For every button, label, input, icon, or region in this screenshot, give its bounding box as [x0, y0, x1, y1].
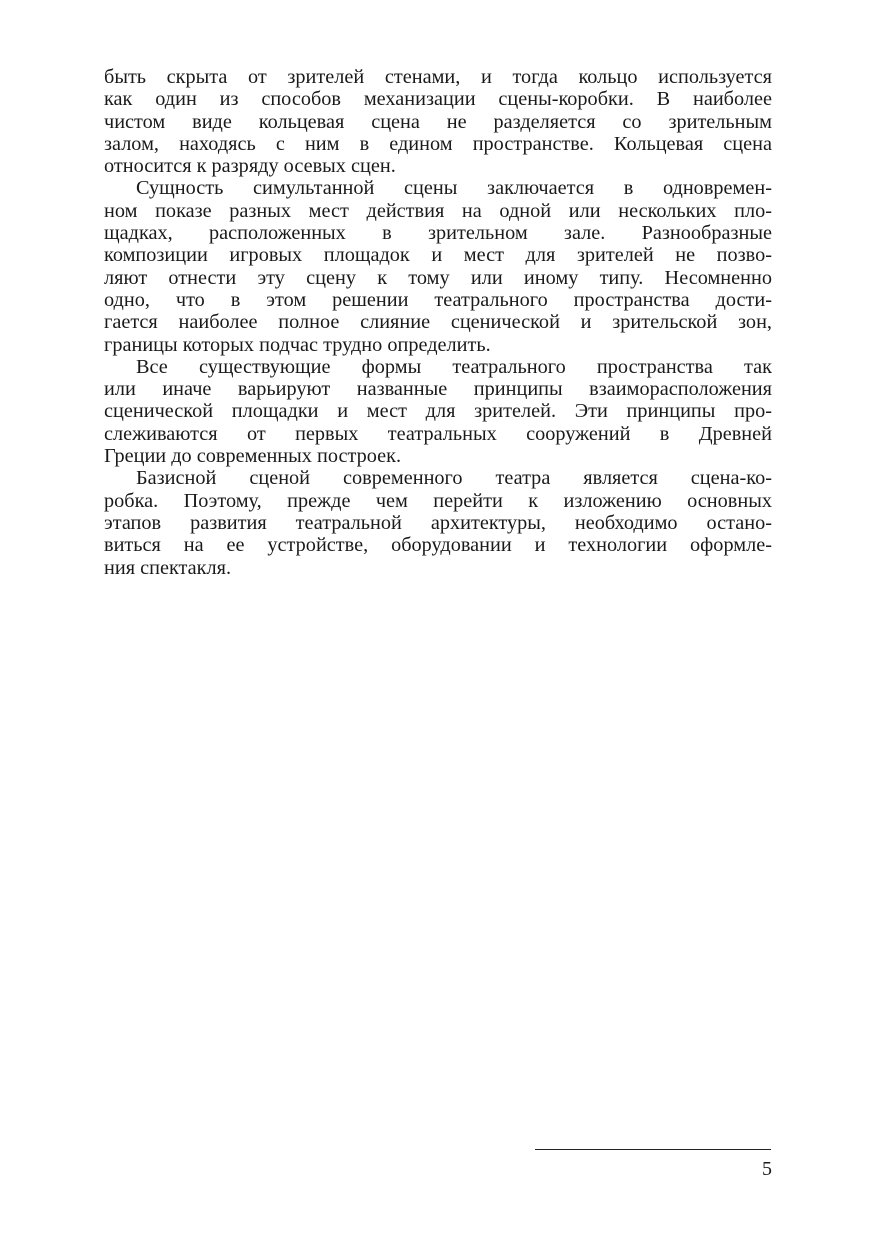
paragraph-2 [104, 177, 772, 355]
paragraph-3 [104, 356, 772, 467]
paragraph-1 [104, 66, 772, 177]
text-line: Базисной сценой современного театра является сцена-ко- [136, 467, 772, 490]
text-line: ляют отнести эту сцену к тому или иному типу. Несомненно [104, 266, 772, 289]
text-line: робка. Поэтому, прежде чем перейти к изложению основных [104, 489, 772, 512]
page-number: 5 [762, 1158, 772, 1180]
text-line: Все существующие формы театрального пространства так [136, 355, 772, 378]
text-line: гается наиболее полное слияние сценической и зрительской зон, [104, 311, 772, 334]
text-line: ном показе разных мест действия на одной или нескольких пло- [104, 199, 772, 222]
footer-rule [535, 1149, 771, 1150]
text-line: чистом виде кольцевая сцена не разделяется со зрительным [104, 110, 772, 133]
text-line: быть скрыта от зрителей стенами, и тогда кольцо используется [104, 66, 772, 88]
text-line: ния спектакля. [104, 556, 232, 579]
text-line: относится к разряду осевых сцен. [104, 155, 396, 178]
text-line: границы которых подчас трудно определить. [104, 333, 491, 356]
text-line: сценической площадки и мест для зрителей. Эти принципы про- [104, 400, 772, 423]
text-line: слеживаются от первых театральных сооружений в Древней [104, 422, 772, 445]
text-line: одно, что в этом решении театрального пространства дости- [104, 288, 772, 311]
text-line: залом, находясь с ним в едином пространстве. Кольцевая сцена [104, 132, 772, 155]
text-line: Сущность симультанной сцены заключается в одновремен- [136, 177, 772, 200]
text-line: щадках, расположенных в зрительном зале. Разнообразные [104, 222, 772, 245]
text-line: виться на ее устройстве, оборудовании и технологии оформле- [104, 534, 772, 557]
text-line: этапов развития театральной архитектуры, необходимо остано- [104, 511, 772, 534]
text-line: композиции игровых площадок и мест для зрителей не позво- [104, 244, 772, 267]
paragraph-4 [104, 467, 772, 578]
text-line: Греции до современных построек. [104, 445, 402, 468]
text-line: как один из способов механизации сцены-коробки. В наиболее [104, 88, 772, 111]
text-line: или иначе варьируют названные принципы взаиморасположения [104, 378, 772, 401]
page-body [104, 66, 772, 579]
